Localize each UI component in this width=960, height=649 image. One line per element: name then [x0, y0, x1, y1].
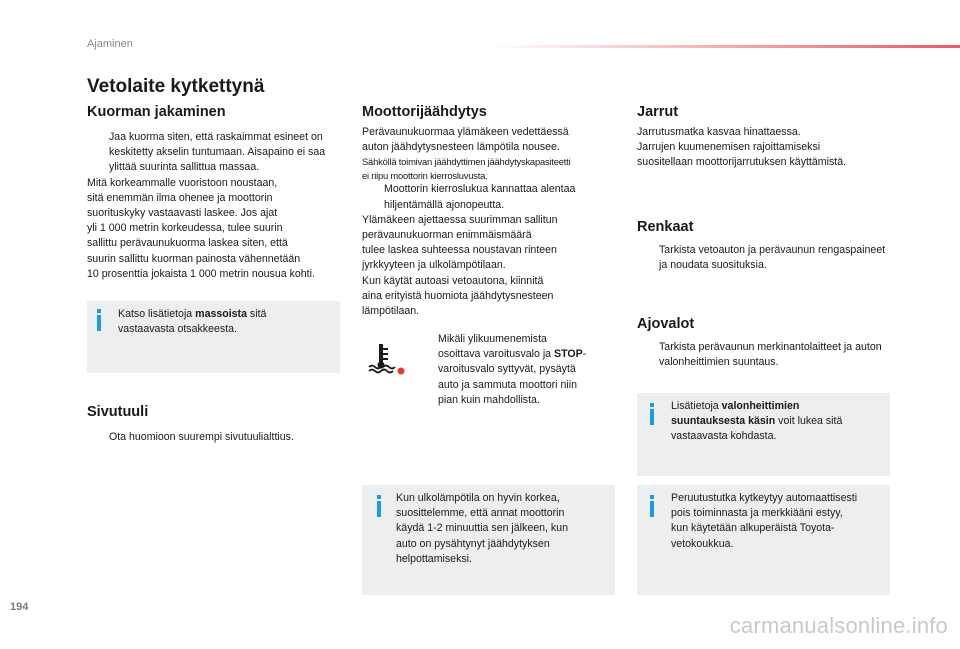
crosswind-heading: Sivutuuli [87, 404, 149, 420]
brakes-line: Jarrujen kuumenemisen rajoittamiseksi [637, 141, 821, 154]
tyres-bullet-text: Tarkista vetoauton ja perävaunun rengaspaineet ja noudata suosituksia. [659, 244, 886, 272]
coolant-temperature-warning-icon [367, 340, 405, 376]
crosswind-section [87, 404, 343, 445]
load-distribution-heading: Kuorman jakaminen [87, 104, 226, 120]
info-box-masses-text [118, 307, 333, 337]
info-icon [647, 495, 657, 517]
cooling-small-line: Sähköllä toimivan jäähdyttimen jäähdytyskapasiteetti [362, 156, 571, 168]
warning-line-part: osoittava varoitusvalo ja [438, 348, 555, 361]
tyres-bullet [637, 243, 893, 273]
lights-bullet-text: Tarkista perävaunun merkinantolaitteet ja auton valonheittimien suuntaus. [659, 341, 882, 369]
cooling-line: Kun käytät autoasi vetoautona, kiinnitä [362, 274, 544, 287]
lights-section [637, 316, 893, 370]
info-text-part: voit lukea sitä [775, 415, 843, 428]
info-link-masses: massoista [195, 308, 247, 320]
page-number: 194 [10, 601, 29, 613]
header-accent-rule [490, 45, 960, 48]
cooling-line: Ylämäkeen ajettaessa suurimman sallitun [362, 213, 558, 226]
load-para-line: sitä enemmän ilma ohenee ja moottorin [87, 191, 273, 204]
info-box-parking-sensors [637, 485, 890, 595]
warning-line-part: - [582, 348, 587, 361]
warning-line: pian kuin mahdollista. [438, 393, 540, 406]
info-box-hot-weather [362, 485, 615, 595]
section-label: Ajaminen [87, 38, 133, 50]
info-text-line: käydä 1-2 minuuttia sen jälkeen, kun [396, 522, 568, 535]
tyres-heading: Renkaat [637, 219, 694, 235]
tyres-section [637, 219, 893, 273]
cooling-paragraph-1 [362, 125, 618, 182]
info-text-line: auto on pysähtynyt jäähdytyksen [396, 537, 550, 550]
info-text-line: helpottamiseksi. [396, 552, 472, 565]
info-box-masses [87, 301, 340, 373]
crosswind-bullet-text: Ota huomioon suurempi sivutuulialttius. [109, 431, 294, 443]
column-middle [362, 104, 618, 319]
brakes-paragraph [637, 125, 893, 171]
cooling-line: jyrkkyyteen ja ulkolämpötilaan. [362, 259, 506, 272]
cooling-line: lämpötilaan. [362, 305, 420, 318]
brakes-line: Jarrutusmatka kasvaa hinattaessa. [637, 126, 801, 138]
cooling-small-line: ei riipu moottorin kierrosluvusta. [362, 169, 488, 181]
info-box-hot-weather-text [396, 491, 611, 567]
load-para-line: suorituskyky vastaavasti laskee. Jos ajat [87, 207, 278, 220]
info-text-line: Peruutustutka kytkeytyy automaattisesti [671, 492, 858, 504]
load-paragraph [87, 176, 343, 282]
warning-line: varoitusvalo syttyvät, pysäytä [438, 363, 576, 376]
page-title: Vetolaite kytkettynä [87, 76, 265, 97]
cooling-bullet-text: Moottorin kierroslukua kannattaa alentaa hiljentämällä ajonopeutta. [384, 183, 576, 211]
engine-cooling-heading: Moottorijäähdytys [362, 104, 487, 120]
load-para-line: 10 prosenttia jokaista 1 000 metrin nousua kohti. [87, 267, 315, 280]
info-text-line: vastaavasta otsakkeesta. [118, 323, 237, 336]
info-box-headlamp-text [671, 399, 886, 445]
cooling-bullet [362, 182, 618, 212]
column-left [87, 104, 343, 282]
info-text-line: Kun ulkolämpötila on hyvin korkea, [396, 492, 560, 504]
warning-line: auto ja sammuta moottori niin [438, 378, 577, 391]
info-text-line: suosittelemme, että annat moottorin [396, 507, 565, 520]
info-icon [374, 495, 384, 517]
info-link-headlamps: suuntauksesta käsin [671, 415, 776, 428]
info-icon [647, 403, 657, 425]
cooling-line: aina erityistä huomiota jäähdytysnesteen [362, 289, 554, 302]
load-para-line: yli 1 000 metrin korkeudessa, tulee suurin [87, 222, 283, 235]
crosswind-bullet [87, 430, 343, 445]
info-text-line: vastaavasta kohdasta. [671, 430, 777, 443]
brakes-line: suositellaan moottorijarrutuksen käyttämistä. [637, 156, 847, 169]
brakes-heading: Jarrut [637, 104, 679, 120]
cooling-line: perävaunukuorman enimmäismäärä [362, 229, 532, 242]
watermark: carmanualsonline.info [729, 613, 948, 638]
info-box-headlamp-adjustment [637, 393, 890, 476]
load-para-line: sallittu perävaunukuorma laskea siten, että [87, 237, 288, 250]
lights-heading: Ajovalot [637, 316, 695, 332]
info-text-part: sitä [246, 308, 267, 320]
info-text-line: kun käytetään alkuperäistä Toyota- [671, 522, 835, 535]
warning-line: Mikäli ylikuumenemista [438, 333, 547, 345]
load-bullet-text: Jaa kuorma siten, että raskaimmat esineet on keskitetty akselin tuntumaan. Aisapaino ei saa ylittää suurinta sallittua massaa. [109, 131, 326, 174]
load-para-line: Mitä korkeammalle vuoristoon noustaan, [87, 176, 278, 189]
overheat-warning [416, 332, 638, 408]
info-link-headlamps: valonheittimien [721, 400, 800, 412]
info-text-line: vetokoukkua. [671, 537, 734, 550]
stop-label: STOP [554, 348, 583, 361]
info-text-line: pois toiminnasta ja merkkiääni estyy, [671, 507, 843, 520]
load-bullet [87, 130, 343, 176]
column-right [637, 104, 893, 171]
cooling-line: auton jäähdytysnesteen lämpötila nousee. [362, 141, 560, 154]
load-para-line: suurin sallittu kuorman painosta vähennetään [87, 252, 301, 265]
info-text-part: Lisätietoja [671, 400, 722, 412]
info-text-part: Katso lisätietoja [118, 308, 196, 320]
lights-bullet [637, 340, 893, 370]
cooling-line: Perävaunukuormaa ylämäkeen vedettäessä [362, 126, 569, 138]
cooling-paragraph-2 [362, 213, 618, 319]
info-icon [94, 309, 104, 331]
cooling-line: tulee laskea suhteessa noustavan rinteen [362, 244, 557, 257]
info-box-parking-text [671, 491, 886, 552]
